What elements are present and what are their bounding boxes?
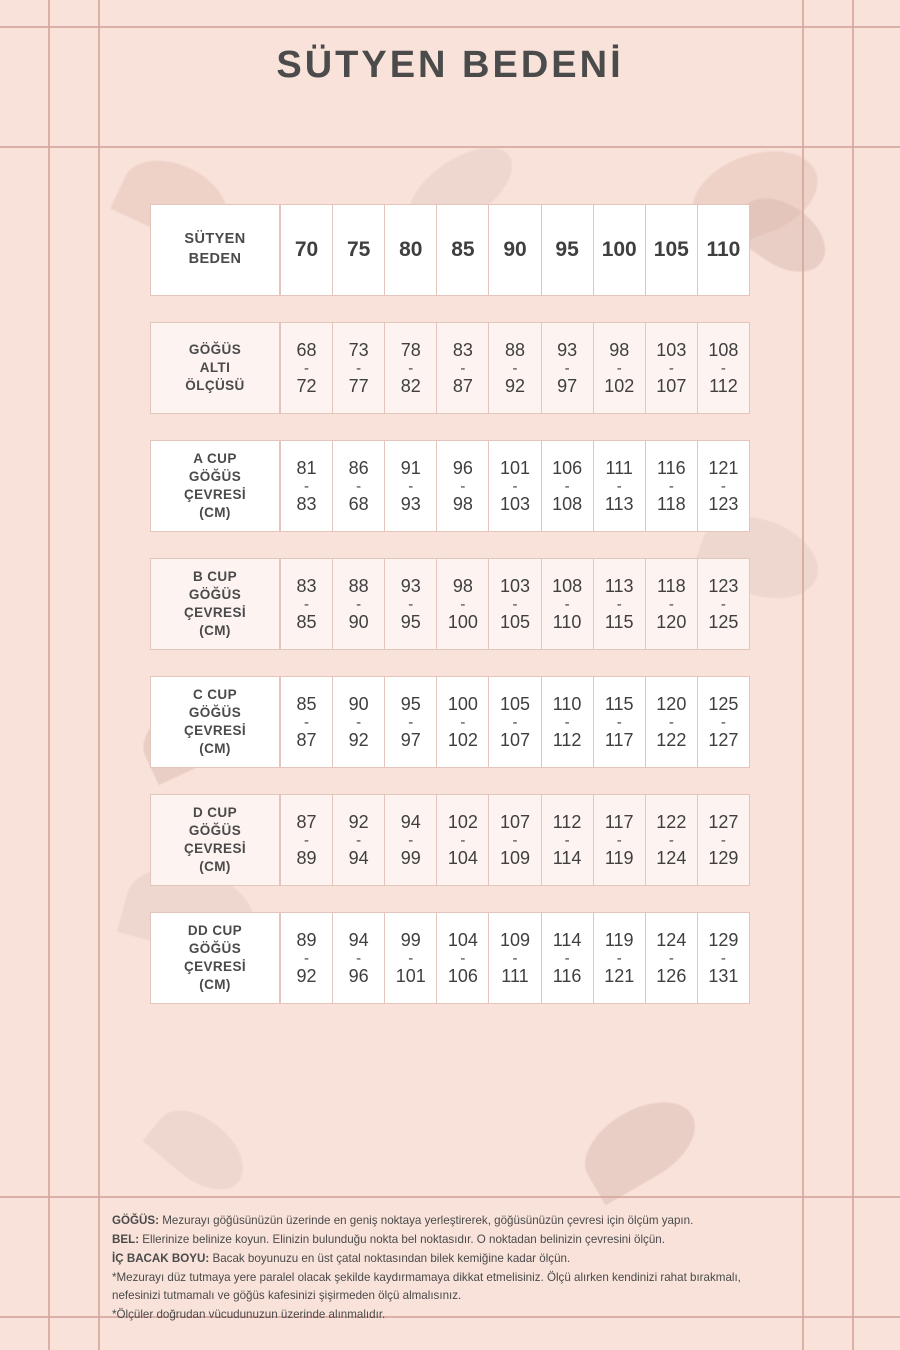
table-cell: 94 - 99 <box>385 794 437 886</box>
measurement-notes <box>112 1212 792 1325</box>
table-cell: 95 - 97 <box>385 676 437 768</box>
table-cell: 90 <box>489 204 541 296</box>
row-label: GÖĞÜS ALTI ÖLÇÜSÜ <box>150 322 280 414</box>
table-cell: 109 - 111 <box>489 912 541 1004</box>
table-cell: 108 - 112 <box>698 322 750 414</box>
table-cell: 122 - 124 <box>646 794 698 886</box>
table-cell: 127 - 129 <box>698 794 750 886</box>
frame-line-vertical-outer-left <box>48 0 50 1350</box>
size-chart-table <box>150 204 750 1004</box>
row-cells <box>280 912 750 1004</box>
table-cell: 94 - 96 <box>333 912 385 1004</box>
table-cell: 105 - 107 <box>489 676 541 768</box>
table-cell: 93 - 97 <box>542 322 594 414</box>
table-cell: 116 - 118 <box>646 440 698 532</box>
table-cell: 111 - 113 <box>594 440 646 532</box>
table-cell: 115 - 117 <box>594 676 646 768</box>
row-label: A CUP GÖĞÜS ÇEVRESİ (CM) <box>150 440 280 532</box>
table-row <box>150 558 750 650</box>
frame-line-horizontal-top-outer <box>0 26 900 28</box>
note-line: GÖĞÜS: Mezurayı göğüsünüzün üzerinde en geniş noktaya yerleştirerek, göğüsünüzün çevresi için ölçüm yapın. <box>112 1214 694 1227</box>
table-cell: 113 - 115 <box>594 558 646 650</box>
table-cell: 125 - 127 <box>698 676 750 768</box>
table-cell: 73 - 77 <box>333 322 385 414</box>
table-cell: 129 - 131 <box>698 912 750 1004</box>
table-cell: 110 <box>698 204 750 296</box>
table-cell: 90 - 92 <box>333 676 385 768</box>
table-cell: 93 - 95 <box>385 558 437 650</box>
table-cell: 121 - 123 <box>698 440 750 532</box>
table-cell: 114 - 116 <box>542 912 594 1004</box>
frame-line-horizontal-bottom-inner <box>0 1196 900 1198</box>
table-cell: 118 - 120 <box>646 558 698 650</box>
note-line: İÇ BACAK BOYU: Bacak boyunuzu en üst çatal noktasından bilek kemiğine kadar ölçün. <box>112 1251 571 1265</box>
row-label: SÜTYEN BEDEN <box>150 204 280 296</box>
table-cell: 87 - 89 <box>280 794 333 886</box>
table-cell: 98 - 100 <box>437 558 489 650</box>
table-cell: 105 <box>646 204 698 296</box>
table-cell: 103 - 105 <box>489 558 541 650</box>
row-cells <box>280 558 750 650</box>
table-cell: 99 - 101 <box>385 912 437 1004</box>
table-cell: 100 <box>594 204 646 296</box>
table-cell: 104 - 106 <box>437 912 489 1004</box>
table-cell: 120 - 122 <box>646 676 698 768</box>
table-row <box>150 912 750 1004</box>
row-cells <box>280 794 750 886</box>
table-cell: 75 <box>333 204 385 296</box>
note-line: *Mezurayı düz tutmaya yere paralel olacak şekilde kaydırmamaya dikkat etmelisiniz. Ölçü alırken kendinizi rahat bırakmalı, nefesinizi tutmamalı ve göğüs kafesinizi şişirmeden ölçü almalısınız. <box>112 1270 741 1302</box>
table-cell: 86 - 68 <box>333 440 385 532</box>
table-cell: 96 - 98 <box>437 440 489 532</box>
frame-line-vertical-inner-left <box>98 0 100 1350</box>
note-line: BEL: Ellerinize belinize koyun. Elinizin bulunduğu nokta bel noktasıdır. O noktadan belinizin çevresini ölçün. <box>112 1232 665 1246</box>
table-cell: 110 - 112 <box>542 676 594 768</box>
row-label: C CUP GÖĞÜS ÇEVRESİ (CM) <box>150 676 280 768</box>
row-cells <box>280 204 750 296</box>
table-cell: 107 - 109 <box>489 794 541 886</box>
frame-line-vertical-outer-right <box>852 0 854 1350</box>
row-cells <box>280 676 750 768</box>
table-cell: 108 - 110 <box>542 558 594 650</box>
row-cells <box>280 322 750 414</box>
table-cell: 85 <box>437 204 489 296</box>
row-cells <box>280 440 750 532</box>
table-cell: 81 - 83 <box>280 440 333 532</box>
table-cell: 124 - 126 <box>646 912 698 1004</box>
row-label: B CUP GÖĞÜS ÇEVRESİ (CM) <box>150 558 280 650</box>
table-row <box>150 794 750 886</box>
table-cell: 88 - 92 <box>489 322 541 414</box>
table-row <box>150 440 750 532</box>
table-cell: 123 - 125 <box>698 558 750 650</box>
table-row <box>150 322 750 414</box>
table-cell: 119 - 121 <box>594 912 646 1004</box>
table-cell: 98 - 102 <box>594 322 646 414</box>
row-label: D CUP GÖĞÜS ÇEVRESİ (CM) <box>150 794 280 886</box>
table-cell: 100 - 102 <box>437 676 489 768</box>
page-title: SÜTYEN BEDENİ <box>276 44 624 86</box>
table-cell: 117 - 119 <box>594 794 646 886</box>
table-cell: 101 - 103 <box>489 440 541 532</box>
table-cell: 103 - 107 <box>646 322 698 414</box>
table-cell: 83 - 85 <box>280 558 333 650</box>
table-cell: 102 - 104 <box>437 794 489 886</box>
row-label: DD CUP GÖĞÜS ÇEVRESİ (CM) <box>150 912 280 1004</box>
table-cell: 78 - 82 <box>385 322 437 414</box>
table-row <box>150 676 750 768</box>
table-cell: 89 - 92 <box>280 912 333 1004</box>
table-cell: 88 - 90 <box>333 558 385 650</box>
table-cell: 92 - 94 <box>333 794 385 886</box>
table-cell: 112 - 114 <box>542 794 594 886</box>
table-cell: 70 <box>280 204 333 296</box>
table-cell: 106 - 108 <box>542 440 594 532</box>
note-line: *Ölçüler doğrudan vücudunuzun üzerinde alınmalıdır. <box>112 1307 386 1321</box>
frame-line-horizontal-top-inner <box>0 146 900 148</box>
table-row <box>150 204 750 296</box>
table-cell: 83 - 87 <box>437 322 489 414</box>
table-cell: 91 - 93 <box>385 440 437 532</box>
table-cell: 68 - 72 <box>280 322 333 414</box>
table-cell: 80 <box>385 204 437 296</box>
table-cell: 95 <box>542 204 594 296</box>
frame-line-vertical-inner-right <box>802 0 804 1350</box>
table-cell: 85 - 87 <box>280 676 333 768</box>
